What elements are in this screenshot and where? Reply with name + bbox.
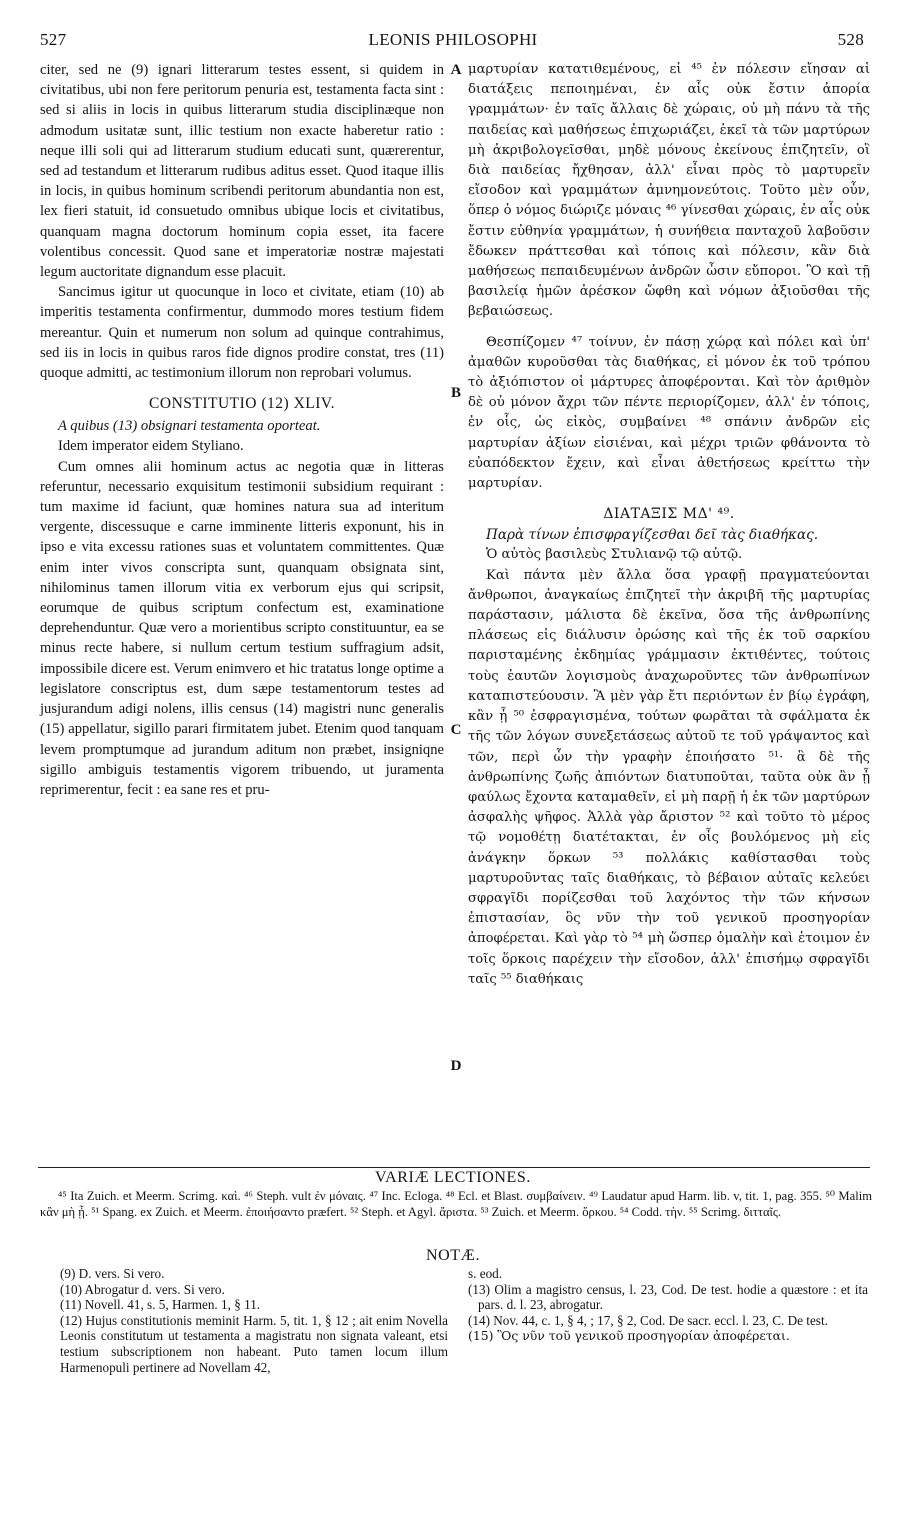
note-item: (9) D. vers. Si vero. — [60, 1266, 165, 1281]
latin-paragraph-1: citer, sed ne (9) ignari litterarum testes essent, si quidem in civitatibus, ubi non fere peritorum penuria est, testamenta facta sint : sed si aliis in locis in quibus litterarum studia disciplinæque non admodum usitatæ sunt, illic testium non exacte haberetur ratio : neque illi soli qui ad litterarum studium educati sunt, quærerentur, sed ad testandum et litterarum rudibus aditus esset. Quod itaque illis in locis, in quibus hominum scribendi peritorum abundantia non est, lex fieri statuit, id consuetudo omnibus ubique locis et civitatibus, quanquam magna doctorum hominum copia esset, ita facere volentibus concessit. Quod sane et imperatoriæ nostræ majestati legum auctoritate dignandum esse placuit. — [40, 62, 444, 281]
margin-letter-c: C — [450, 722, 462, 738]
note-item: (13) Olim a magistro census, l. 23, Cod. De test. hodie a quæstore : et ita pars. d. l. 23, abrogatur. — [468, 1281, 868, 1313]
running-title: LEONIS PHILOSOPHI — [368, 30, 538, 49]
greek-paragraph-2: Θεσπίζομεν ⁴⁷ τοίνυν, ἐν πάσῃ χώρᾳ καὶ πόλει καὶ ὑπ' ἀμαθῶν κυροῦσθαι τὰς διαθήκας, εἰ μόνον ἐκ τοῦ τρόπου τὸ ἀξιόπιστον οἱ μάρτυρες ἀποφέρονται. Καὶ τὸν ἀριθμὸν δὲ οὐ μόνον ἄχρι τῶν πέντε περιορίζομεν, ἀλλ' ἐν τόποις, ἐν οἷς, ὡς εἰκὸς, συμβαίνει ⁴⁸ σπάνιν ἀνδρῶν εἰς μαρτυρίαν ἀξίων εἰσιέναι, καὶ μέχρι τριῶν φθάνοντα τὸ εὐαπόδεκτον ἔχειν, καὶ εἶναι ἀθετήσεως κρείττω τὴν μαρτυρίαν. — [468, 334, 870, 492]
greek-column — [468, 60, 870, 990]
greek-constitution-subtitle: Παρὰ τίνων ἐπισφραγίζεσθαι δεῖ τὰς διαθήκας. — [486, 527, 819, 544]
notae-heading: NOTÆ. — [425, 1247, 481, 1264]
notes-right-column — [468, 1266, 868, 1344]
greek-paragraph-3: Καὶ πάντα μὲν ἄλλα ὅσα γραφῇ πραγματεύονται ἄνθρωποι, ἀναγκαίως ἐπιζητεῖ τὴν ἀκριβῆ τῆς μαρτυρίας παράστασιν, μάλιστα δὲ ἐκεῖνα, ὅσα τῆς ἀνθρωπίνης πλάσεως εἰς διάλυσιν ὁρώσης καὶ τῆς ἐκ τοῦ σαρκίου παρισταμένης ἐκδημίας γράμμασιν ἐκτιθέντες, τούτοις τοὺς ἑαυτῶν λογισμοὺς ἀναχωροῦντες τῶν ἀνθρωπίνων καταπιστεύουσιν. Ἃ μὲν γὰρ ἔτι περιόντων ἐν βίῳ ἐγράφη, κἂν ᾖ ⁵⁰ ἐσφραγισμένα, τούτων φωρᾶται τὰ σφάλματα ἐκ τῆς τῶν λόγων συνεξετάσεως αὐτοῦ τε τοῦ γράψαντος καὶ τῶν, περὶ ὧν τὴν γραφὴν ἐποιήσατο ⁵¹· ἃ δὲ τῆς ἀνθρωπίνης ζωῆς ἀπιόντων διατυποῦται, ταῦτα οὐκ ἂν ᾖ φαύλως ἔχοντα καταμαθεῖν, εἰ μὴ παρῇ ἡ ἐκ τῶν μαρτύρων ἀσφαλὴς ψῆφος. Ἀλλὰ γὰρ ἄριστον ⁵² καὶ τοῦτο τὸ μέρος τῷ νομοθέτῃ διατέτακται, ἐν οἷς βουλόμενος μὴ εἰς ἀνάγκην ὅρκων ⁵³ πολλάκις καθίστασθαι τοὺς μαρτυροῦντας ταῖς διαθήκαις, τὸ βέβαιον αὐταῖς κελεύει σφραγῖδι πορίζεσθαι τοῦ λαχόντος τὴν τῶν κήνσων ἐπιστασίαν, ὃς νῦν τὴν τοῦ γενικοῦ προσηγορίαν ἀποφέρεται. Καὶ γὰρ τὸ ⁵⁴ μὴ ὥσπερ ὁμαλὴν καὶ ἑτοιμον ἐν τοῖς ὅρκοις παρέχειν τὴν εἴσοδον, ἀλλ' ἐπισήμῳ σφραγῖδι ταῖς ⁵⁵ διαθήκαις — [468, 567, 870, 987]
note-item: (11) Novell. 41, s. 5, Harmen. 1, § 11. — [60, 1297, 261, 1313]
greek-paragraph-1: μαρτυρίαν κατατιθεμένους, εἰ ⁴⁵ ἐν πόλεσιν εἴησαν αἱ διατάξεις πεποιημέναι, ἐν αἷς οὐκ ἔστιν ἀπορία γραμμάτων· ἐν ταῖς ἄλλαις δὲ χώραις, οὐ μὴ πάνυ τὰ τῆς παιδείας καὶ μαθήσεως ἐπιχωριάζει, ἐκεῖ τὰ τῶν μαρτύρων μὴ ἀκριβολογεῖσθαι, μηδὲ μόνους ἐκείνους ἐπιζητεῖν, οἳ διὰ παιδείας ἤχθησαν, ἀλλ' εἶναι πρὸς τὸ μαρτυρεῖν εἴσοδον καὶ γραμμάτων ἀμνημονεύτοις. Τοῦτο μὲν οὖν, ὅπερ ὁ νόμος διώριζε μόναις ⁴⁶ γίνεσθαι χώραις, ἐν αἷς οὐκ ἔστιν εὐθηνία γραμμάτων, ἡ συνήθεια πανταχοῦ λαβοῦσιν ἔδωκεν πράττεσθαι καὶ τόποις καὶ πόλεσιν, κἂν διὰ μαθήσεως πεπαιδευμένων ἀνδρῶν ὦσιν εὔποροι. Ὃ καὶ τῇ βασιλείᾳ ἡμῶν ἀρέσκον ὤφθη καὶ νόμων ἀξιοῦσθαι τῆς βεβαιώσεως. — [468, 62, 870, 320]
section-divider — [38, 1167, 870, 1168]
latin-constitution-heading: CONSTITUTIO (12) XLIV. — [149, 395, 335, 413]
note-item: (12) Hujus constitutionis meminit Harm. 5, tit. 1, § 12 ; ait enim Novella Leonis constitutum ut testamenta a magistratu non signata valeant, etsi testium subscriptionem non habeant. Puto tamen locum illum Harmenopuli pertinere ad Novellam 42, — [60, 1312, 448, 1375]
latin-constitution-subtitle: A quibus (13) obsignari testamenta oporteat. — [58, 418, 321, 435]
note-item: (10) Abrogatur d. vers. Si vero. — [60, 1281, 225, 1297]
latin-column — [40, 60, 444, 800]
note-item: s. eod. — [468, 1266, 503, 1281]
greek-addressee: Ὁ αὐτὸς βασιλεὺς Στυλιανῷ τῷ αὐτῷ. — [486, 547, 743, 563]
margin-letter-d: D — [450, 1058, 462, 1074]
latin-addressee: Idem imperator eidem Styliano. — [58, 438, 244, 455]
latin-paragraph-2: Sancimus igitur ut quocunque in loco et civitate, etiam (10) ab imperitis testamenta confirmentur, dummodo mores testium fidem mereantur. Quin et numerum non solum ad quinque contrahimus, sed iis in locis in quibus raros fide dignos prodire constat, tres (11) quoque admitti, ac testimonium illorum non reprobari volumus. — [40, 284, 444, 382]
variae-lectiones-heading: VARIÆ LECTIONES. — [375, 1169, 531, 1186]
note-item: (14) Nov. 44, c. 1, § 4, ; 17, § 2, Cod. De sacr. eccl. l. 23, C. De test. — [468, 1312, 828, 1328]
notes-left-column — [60, 1266, 448, 1375]
variae-lectiones-text: ⁴⁵ Ita Zuich. et Meerm. Scrimg. καὶ. ⁴⁶ Steph. vult ἐν μόναις. ⁴⁷ Inc. Ecloga. ⁴⁸ Ecl. et Blast. συμβαίνειν. ⁴⁹ Laudatur apud Harm. lib. v, tit. 1, pag. 355. ⁵⁰ Malim κἂν μὴ ᾖ. ⁵¹ Spang. ex Zuich. et Meerm. ἐποιήσαντο præfert. ⁵² Steph. et Agyl. ἄριστα. ⁵³ Zuich. et Meerm. ὅρκου. ⁵⁴ Codd. τὴν. ⁵⁵ Scrimg. διτταῖς. — [40, 1189, 872, 1219]
page-number-right: 528 — [837, 30, 864, 49]
page-number-left: 527 — [40, 30, 67, 49]
margin-letter-b: B — [450, 385, 461, 401]
margin-letter-a: A — [450, 62, 462, 78]
note-item: (15) Ὃς νῦν τοῦ γενικοῦ προσηγορίαν ἀποφέρεται. — [468, 1328, 790, 1344]
greek-constitution-heading: ΔΙΑΤΑΞΙΣ ΜΔ' ⁴⁹. — [603, 506, 735, 523]
latin-paragraph-3: Cum omnes alii hominum actus ac negotia quæ in litteras referuntur, necessario exquisitum testimonii subsidium requirant : tum maxime id faciunt, quæ homines natura sua ad interitum vergente, discessuque e carne imminente litteris exponunt, his in ipso e vita excessu rationes suas et voluntatem committentes. Quæ enim inter vivos conscripta sunt, quanquam obsignata sint, nihilominus tamen illorum vitia ex verborum ejus qui scripsit, eorumque de quibus scriptum confectum est, examinatione deprehenduntur. Quæ vero a morientibus scripto constituuntur, ea se minus recte habere, si nullum certum testium suffragium adsit, impossibile dicere est. Verum enimvero et hic tratatus longe optime a legislatore conscriptus est, dum sæpe testamentorum testes ad jusjurandum adigi nolens, illis census (14) magistri nunc generalis (15) appellatur, sigillo parari firmitatem jubet. Etenim quod tanquam levem promptumque ad jurandum aditum non præbet, insigniqne sigillo ambiguis testamentis vigorem tribuendo, ut juramenta reprimerentur, fecit : ea sane res et pru- — [40, 458, 444, 798]
